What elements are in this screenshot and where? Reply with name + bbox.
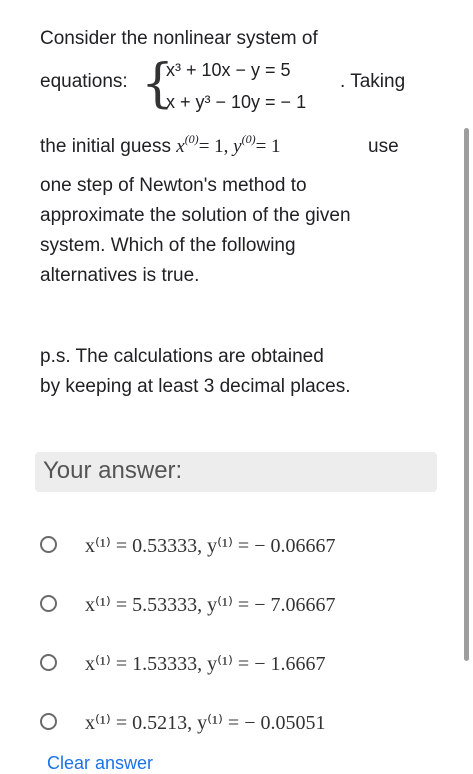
guess-x-sup: (0) — [184, 131, 199, 146]
guess-y-val: = 1 — [255, 136, 281, 157]
guess-math — [176, 131, 281, 157]
option-1[interactable] — [40, 531, 460, 561]
guess-x-val: = 1, — [198, 136, 229, 157]
equation-1: x³ + 10x − y = 5 — [166, 60, 291, 80]
question-line-3: one step of Newton's method to — [40, 175, 307, 196]
initial-guess-line — [40, 132, 281, 162]
option-2[interactable] — [40, 590, 460, 620]
question-line-4: approximate the solution of the given — [40, 205, 351, 226]
option-label[interactable]: x⁽¹⁾ = 0.53333, y⁽¹⁾ = − 0.06667 — [85, 535, 336, 557]
ps-line-2: by keeping at least 3 decimal places. — [40, 376, 351, 397]
guess-y-sup: (0) — [241, 131, 256, 146]
guess-prefix: the initial guess — [40, 136, 171, 157]
radio-button[interactable] — [40, 595, 57, 612]
question-line-6: alternatives is true. — [40, 265, 200, 286]
guess-x: x — [176, 136, 185, 157]
answer-heading-bar — [35, 452, 437, 492]
equations-label: equations: — [40, 71, 128, 92]
use-text: use — [368, 136, 399, 157]
radio-button[interactable] — [40, 654, 57, 671]
question-line-1: Consider the nonlinear system of — [40, 28, 318, 49]
taking-text: . Taking — [340, 71, 406, 92]
option-label[interactable]: x⁽¹⁾ = 0.5213, y⁽¹⁾ = − 0.05051 — [85, 712, 326, 734]
option-4[interactable] — [40, 708, 460, 738]
brace-icon: { — [141, 54, 175, 114]
answer-heading: Your answer: — [43, 457, 183, 484]
option-label[interactable]: x⁽¹⁾ = 1.53333, y⁽¹⁾ = − 1.6667 — [85, 653, 326, 675]
ps-line-1: p.s. The calculations are obtained — [40, 346, 324, 367]
equation-2: x + y³ − 10y = − 1 — [166, 92, 307, 112]
radio-button[interactable] — [40, 713, 57, 730]
clear-answer-link[interactable]: Clear answer — [47, 753, 154, 773]
guess-y: y — [233, 136, 242, 157]
question-line-5: system. Which of the following — [40, 235, 296, 256]
scrollbar[interactable] — [464, 128, 469, 661]
option-3[interactable] — [40, 649, 460, 679]
option-label[interactable]: x⁽¹⁾ = 5.53333, y⁽¹⁾ = − 7.06667 — [85, 594, 336, 616]
radio-button[interactable] — [40, 536, 57, 553]
